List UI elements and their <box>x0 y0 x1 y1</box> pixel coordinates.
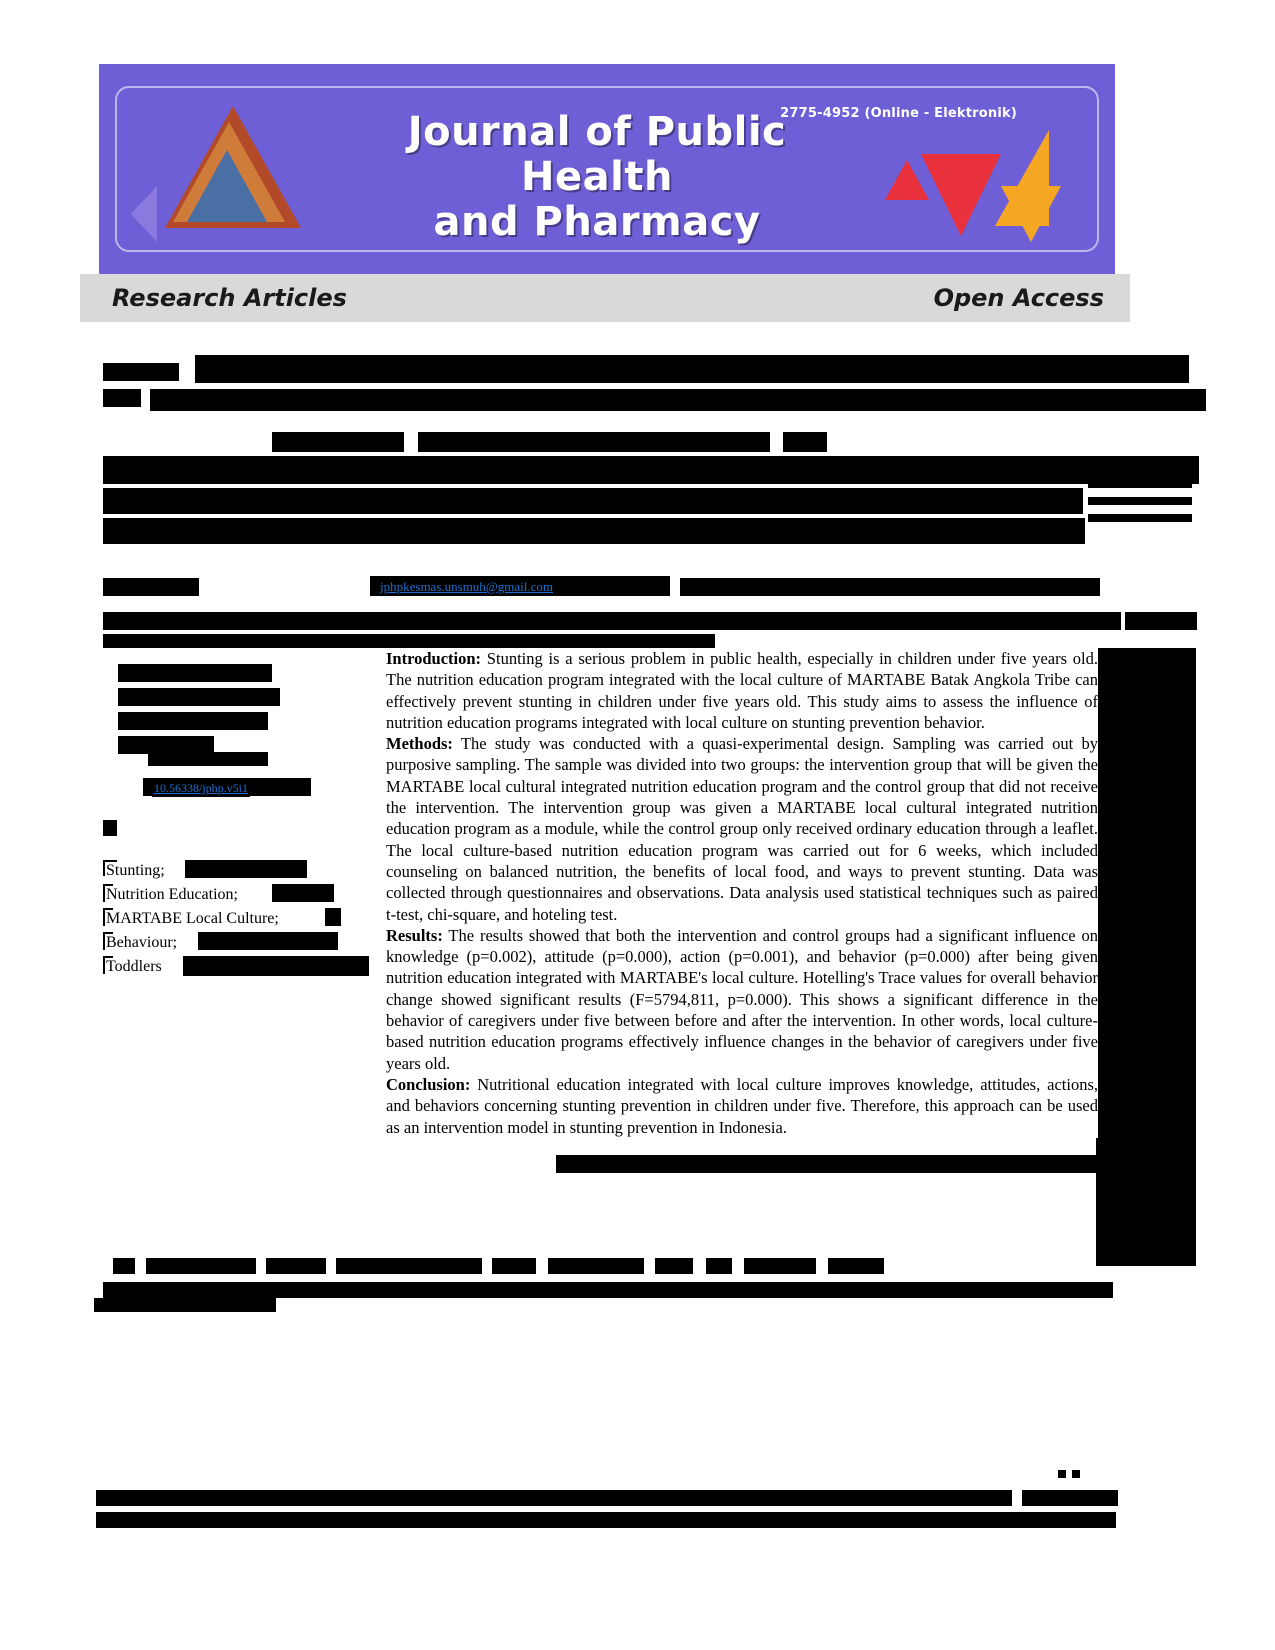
redaction-block <box>783 432 827 452</box>
redaction-block <box>706 1258 732 1274</box>
redaction-block <box>103 612 1121 630</box>
abstract-results-label: Results: <box>386 925 443 945</box>
redaction-block <box>118 712 268 730</box>
redaction-block <box>1096 978 1196 1160</box>
decor-red-triangle-icon <box>921 154 1001 236</box>
redaction-block <box>103 488 1083 514</box>
redaction-block <box>103 578 199 596</box>
abstract-methods-text: The study was conducted with a quasi-experimental design. Sampling was carried out by purposive sampling. The sample was divided into two groups: the intervention group that will be given the MARTABE local cultural integrated nutrition education program and the control group that did not receive the intervention. The intervention group was given a MARTABE local cultural integrated nutrition education program as a module, while the control group only received ordinary education through a leaflet. The local culture-based nutrition education program was carried out for 6 weeks, which included counseling on balanced nutrition, the benefits of local food, and ways to prevent stunting. Data was collected through questionnaires and observations. Data analysis used statistical techniques such as paired t-test, chi-square, and hoteling test. <box>386 734 1098 924</box>
journal-title <box>332 110 862 245</box>
redaction-block <box>680 578 1100 596</box>
keyword-item: Stunting; <box>106 862 165 879</box>
redaction-block <box>96 1490 1012 1506</box>
redaction-block <box>150 389 1206 411</box>
redaction-block <box>1088 497 1192 505</box>
research-articles-label: Research Articles <box>112 284 347 312</box>
article-type-bar <box>80 274 1130 322</box>
abstract-introduction-label: Introduction: <box>386 649 482 668</box>
redaction-block <box>103 518 1085 544</box>
issn-text: 2775-4952 (Online - Elektronik) <box>780 106 1017 121</box>
redaction-block <box>183 956 369 976</box>
redaction-block <box>103 1282 1113 1298</box>
keyword-item: Toddlers <box>106 958 162 975</box>
logo-triangle-inner-icon <box>187 150 267 222</box>
redaction-block <box>103 456 1199 484</box>
redaction-block <box>103 634 715 648</box>
redaction-block <box>1058 1470 1066 1478</box>
redaction-block <box>195 355 1189 383</box>
redaction-block <box>336 1258 482 1274</box>
redaction-block <box>103 820 117 836</box>
redaction-block <box>1125 612 1197 630</box>
redaction-block <box>556 1155 1098 1173</box>
abstract-results-text: The results showed that both the intervention and control groups had a significant influence on knowledge (p=0.002), attitude (p=0.000), action (p=0.001), and behavior (p=0.000) after being given nutrition education integrated with MARTABE's local culture. Hotelling's Trace values for overall behavior change showed significant results (F=5794,811, p=0.000). This shows a significant difference in the behavior of caregivers under five between before and after the intervention. In other words, local culture-based nutrition education programs effectively influence changes in the behavior of caregivers under five years old. <box>386 925 1098 1073</box>
redaction-block <box>148 752 268 766</box>
redaction-block <box>418 432 770 452</box>
redaction-block <box>1022 1490 1118 1506</box>
redaction-block <box>118 664 272 682</box>
redaction-block <box>103 363 179 381</box>
keyword-item: Nutrition Education; <box>106 886 238 903</box>
open-access-label: Open Access <box>933 284 1104 312</box>
redaction-block <box>548 1258 644 1274</box>
journal-title-line1: Journal of Public Health <box>407 109 787 200</box>
redaction-block <box>198 932 338 950</box>
redaction-block <box>1096 648 1196 766</box>
redaction-block <box>94 1298 276 1312</box>
redaction-block <box>146 1258 256 1274</box>
redaction-block <box>325 908 341 926</box>
abstract-introduction <box>386 648 1098 733</box>
abstract-methods-label: Methods: <box>386 734 453 754</box>
redaction-block <box>113 1258 135 1274</box>
redaction-block <box>185 860 307 878</box>
email-link[interactable]: jphpkesmas.unsmuh@gmail.com <box>380 579 554 594</box>
abstract-conclusion <box>386 1074 1098 1138</box>
abstract-conclusion-text: Nutritional education integrated with local culture improves knowledge, attitudes, actions, and behaviors concerning stunting prevention in children under five. Therefore, this approach can be used as an intervention model in stunting prevention in Indonesia. <box>386 1074 1098 1137</box>
redaction-block <box>1096 766 1196 978</box>
journal-banner <box>99 64 1115 274</box>
redaction-block <box>103 389 141 407</box>
redaction-block <box>1088 514 1192 522</box>
logo-side-triangle-icon <box>131 186 157 242</box>
redaction-block <box>1088 480 1192 488</box>
redaction-block <box>744 1258 816 1274</box>
doi-link[interactable]: 10.56338/jphp.v5i1 <box>154 781 249 795</box>
redaction-block <box>118 688 280 706</box>
redaction-block <box>272 884 334 902</box>
redaction-block <box>266 1258 326 1274</box>
abstract-introduction-text: Stunting is a serious problem in public health, especially in children under five years old. The nutrition education program integrated with the local culture of MARTABE Batak Angkola Tribe can effectively prevent stunting in children under five years old. This study aims to assess the influence of nutrition education programs integrated with local culture on stunting prevention behavior. <box>386 649 1098 732</box>
redaction-block <box>1072 1470 1080 1478</box>
keyword-item: Behaviour; <box>106 934 178 951</box>
redaction-block <box>492 1258 536 1274</box>
banner-frame <box>115 86 1099 252</box>
redaction-block <box>655 1258 693 1274</box>
keyword-item: MARTABE Local Culture; <box>106 910 279 927</box>
redaction-block <box>96 1512 1116 1528</box>
redaction-block <box>272 432 404 452</box>
abstract-results <box>386 925 1098 1074</box>
journal-title-line2: and Pharmacy <box>433 199 761 245</box>
abstract-body <box>386 648 1098 1138</box>
abstract-conclusion-label: Conclusion: <box>386 1074 471 1094</box>
redaction-block <box>1096 1160 1196 1266</box>
decor-orange-triangle-small-icon <box>1001 186 1061 242</box>
redaction-block <box>828 1258 884 1274</box>
abstract-methods <box>386 733 1098 925</box>
